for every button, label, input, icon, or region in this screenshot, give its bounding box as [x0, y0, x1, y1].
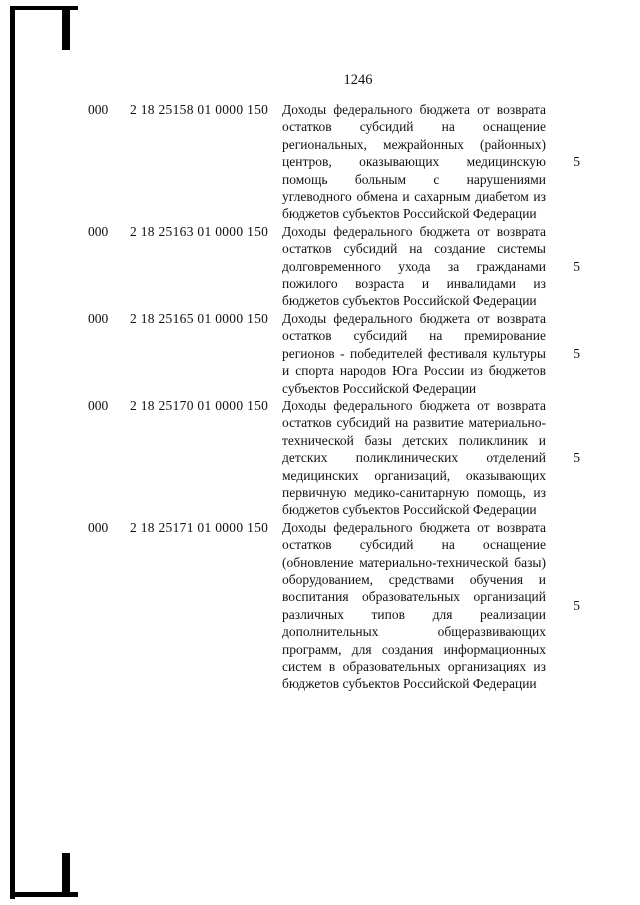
row-value-cell: [546, 101, 582, 223]
table-row: [88, 101, 582, 223]
row-admin-code: 000: [88, 397, 109, 413]
row-description: Доходы федерального бюджета от возврата остатков субсидий на оснащение региональных, межрайонных (районных) центров, оказывающих медицинскую помощь больным с нарушениями углеводного обмена и сахарным диабетом из бюджетов субъектов Российской Федерации: [282, 102, 546, 222]
row-description: Доходы федерального бюджета от возврата остатков субсидий на развитие материально-технической базы детских поликлиник и детских поликлинических отделений медицинских организаций, оказывающих первичную медико-санитарную помощь, из бюджетов субъектов Российской Федерации: [282, 397, 546, 518]
table-row: [88, 223, 582, 310]
row-description: Доходы федерального бюджета от возврата остатков субсидий на премирование регионов - победителей фестиваля культуры и спорта народов Юга России из бюджетов субъектов Российской Федерации: [282, 310, 546, 396]
row-budget-code: 2 18 25163 01 0000 150: [130, 223, 269, 239]
page-number: 1246: [343, 72, 373, 88]
row-value: 5: [573, 450, 580, 466]
scan-border-top-stub: [62, 6, 70, 50]
row-budget-code: 2 18 25170 01 0000 150: [130, 397, 269, 413]
row-value: 5: [573, 598, 580, 614]
row-admin-code: 000: [88, 102, 109, 117]
row-value: 5: [573, 345, 580, 361]
row-budget-code: 2 18 25171 01 0000 150: [130, 519, 269, 535]
row-budget-code: 2 18 25165 01 0000 150: [130, 310, 269, 326]
row-value-cell: [546, 223, 582, 310]
row-value-cell: [546, 310, 582, 397]
row-description: Доходы федерального бюджета от возврата остатков субсидий на оснащение (обновление материально-технической базы) оборудованием, средствами обучения и воспитания образовательных организаций различных типов для реализации дополнительных общеразвивающих программ, для создания информационных систем в образовательных организациях из бюджетов субъектов Российской Федерации: [282, 519, 546, 692]
row-budget-code: 2 18 25158 01 0000 150: [130, 102, 269, 117]
page-content: [88, 72, 582, 693]
row-value-cell: [546, 519, 582, 693]
row-value: 5: [573, 258, 580, 274]
table-row: [88, 519, 582, 693]
table-row: [88, 310, 582, 397]
row-value: 5: [573, 154, 580, 170]
row-admin-code: 000: [88, 223, 109, 239]
table-row: [88, 397, 582, 519]
row-admin-code: 000: [88, 519, 109, 535]
row-description: Доходы федерального бюджета от возврата остатков субсидий на создание системы долговременного ухода за гражданами пожилого возраста и инвалидами из бюджетов субъектов Российской Федерации: [282, 223, 546, 309]
row-value-cell: [546, 397, 582, 519]
row-admin-code: 000: [88, 310, 109, 326]
scan-border-bottom-stub: [62, 853, 70, 897]
scan-border-left: [10, 6, 15, 899]
